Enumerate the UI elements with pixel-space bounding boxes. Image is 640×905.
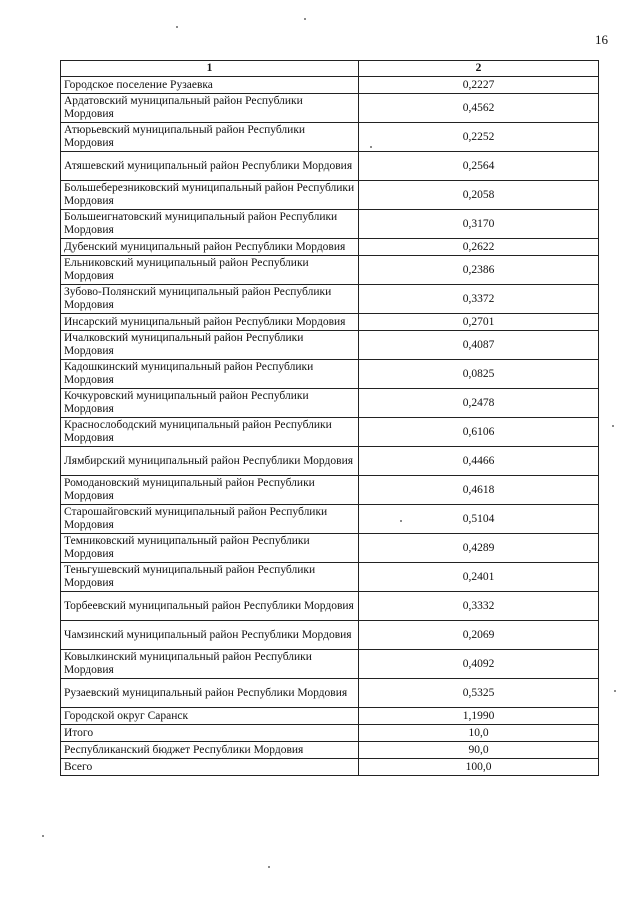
- row-value-cell: 0,2622: [359, 239, 599, 256]
- row-name-cell: Дубенский муниципальный район Республики Мордовия: [61, 239, 359, 256]
- row-value-cell: 0,3170: [359, 210, 599, 239]
- row-name-cell: Торбеевский муниципальный район Республики Мордовия: [61, 592, 359, 621]
- table-row: [61, 239, 599, 256]
- row-name-cell: Атяшевский муниципальный район Республики Мордовия: [61, 152, 359, 181]
- table-row: [61, 331, 599, 360]
- table-body: [61, 77, 599, 776]
- row-value-cell: 0,4087: [359, 331, 599, 360]
- table-row: [61, 389, 599, 418]
- row-name-cell: Ельниковский муниципальный район Республики Мордовия: [61, 256, 359, 285]
- table-row: [61, 210, 599, 239]
- row-name-cell: Итого: [61, 725, 359, 742]
- scan-speck: [614, 690, 616, 692]
- row-value-cell: 0,2227: [359, 77, 599, 94]
- row-value-cell: 0,4562: [359, 94, 599, 123]
- row-value-cell: 0,5325: [359, 679, 599, 708]
- column-header-2: 2: [359, 61, 599, 77]
- table-row: [61, 725, 599, 742]
- table-row: [61, 679, 599, 708]
- row-name-cell: Инсарский муниципальный район Республики Мордовия: [61, 314, 359, 331]
- row-value-cell: 0,2564: [359, 152, 599, 181]
- row-name-cell: Большеберезниковский муниципальный район Республики Мордовия: [61, 181, 359, 210]
- table-row: [61, 505, 599, 534]
- row-name-cell: Краснослободский муниципальный район Республики Мордовия: [61, 418, 359, 447]
- table-row: [61, 256, 599, 285]
- row-value-cell: 0,2401: [359, 563, 599, 592]
- table-row: [61, 534, 599, 563]
- row-name-cell: Большеигнатовский муниципальный район Республики Мордовия: [61, 210, 359, 239]
- column-header-1: 1: [61, 61, 359, 77]
- row-value-cell: 0,0825: [359, 360, 599, 389]
- row-name-cell: Городской округ Саранск: [61, 708, 359, 725]
- row-name-cell: Кочкуровский муниципальный район Республики Мордовия: [61, 389, 359, 418]
- scan-speck: [370, 146, 372, 148]
- table-row: [61, 621, 599, 650]
- scan-speck: [612, 425, 614, 427]
- row-name-cell: Республиканский бюджет Республики Мордовия: [61, 742, 359, 759]
- table-row: [61, 181, 599, 210]
- row-value-cell: 0,2386: [359, 256, 599, 285]
- row-name-cell: Ромодановский муниципальный район Республики Мордовия: [61, 476, 359, 505]
- row-name-cell: Ардатовский муниципальный район Республики Мордовия: [61, 94, 359, 123]
- row-name-cell: Темниковский муниципальный район Республики Мордовия: [61, 534, 359, 563]
- table-row: [61, 447, 599, 476]
- row-value-cell: 0,3372: [359, 285, 599, 314]
- row-value-cell: 90,0: [359, 742, 599, 759]
- row-value-cell: 0,6106: [359, 418, 599, 447]
- table-row: [61, 650, 599, 679]
- scan-speck: [400, 520, 402, 522]
- row-name-cell: Атюрьевский муниципальный район Республики Мордовия: [61, 123, 359, 152]
- row-value-cell: 0,4092: [359, 650, 599, 679]
- table-row: [61, 285, 599, 314]
- table-row: [61, 759, 599, 776]
- table-row: [61, 563, 599, 592]
- row-name-cell: Кадошкинский муниципальный район Республики Мордовия: [61, 360, 359, 389]
- table-header-row: [61, 61, 599, 77]
- row-name-cell: Чамзинский муниципальный район Республики Мордовия: [61, 621, 359, 650]
- row-name-cell: Ичалковский муниципальный район Республики Мордовия: [61, 331, 359, 360]
- row-name-cell: Ковылкинский муниципальный район Республики Мордовия: [61, 650, 359, 679]
- row-name-cell: Теньгушевский муниципальный район Республики Мордовия: [61, 563, 359, 592]
- table-row: [61, 94, 599, 123]
- row-value-cell: 0,2701: [359, 314, 599, 331]
- row-name-cell: Старошайговский муниципальный район Республики Мордовия: [61, 505, 359, 534]
- table-row: [61, 152, 599, 181]
- scan-speck: [42, 835, 44, 837]
- row-name-cell: Городское поселение Рузаевка: [61, 77, 359, 94]
- table-row: [61, 314, 599, 331]
- table-row: [61, 592, 599, 621]
- row-value-cell: 0,4466: [359, 447, 599, 476]
- table-row: [61, 77, 599, 94]
- row-name-cell: Лямбирский муниципальный район Республики Мордовия: [61, 447, 359, 476]
- table-row: [61, 360, 599, 389]
- row-value-cell: 0,3332: [359, 592, 599, 621]
- scan-speck: [176, 26, 178, 28]
- row-value-cell: 0,2069: [359, 621, 599, 650]
- row-value-cell: 0,5104: [359, 505, 599, 534]
- table-row: [61, 742, 599, 759]
- row-value-cell: 10,0: [359, 725, 599, 742]
- distribution-table: [60, 60, 599, 776]
- row-value-cell: 100,0: [359, 759, 599, 776]
- row-value-cell: 0,2252: [359, 123, 599, 152]
- row-value-cell: 0,2478: [359, 389, 599, 418]
- scan-speck: [268, 866, 270, 868]
- table-row: [61, 708, 599, 725]
- table-row: [61, 418, 599, 447]
- row-value-cell: 0,4618: [359, 476, 599, 505]
- row-name-cell: Рузаевский муниципальный район Республики Мордовия: [61, 679, 359, 708]
- table-row: [61, 476, 599, 505]
- row-name-cell: Зубово-Полянский муниципальный район Республики Мордовия: [61, 285, 359, 314]
- scan-speck: [304, 18, 306, 20]
- table-row: [61, 123, 599, 152]
- row-value-cell: 0,2058: [359, 181, 599, 210]
- page-number: 16: [595, 32, 608, 47]
- row-value-cell: 0,4289: [359, 534, 599, 563]
- row-name-cell: Всего: [61, 759, 359, 776]
- row-value-cell: 1,1990: [359, 708, 599, 725]
